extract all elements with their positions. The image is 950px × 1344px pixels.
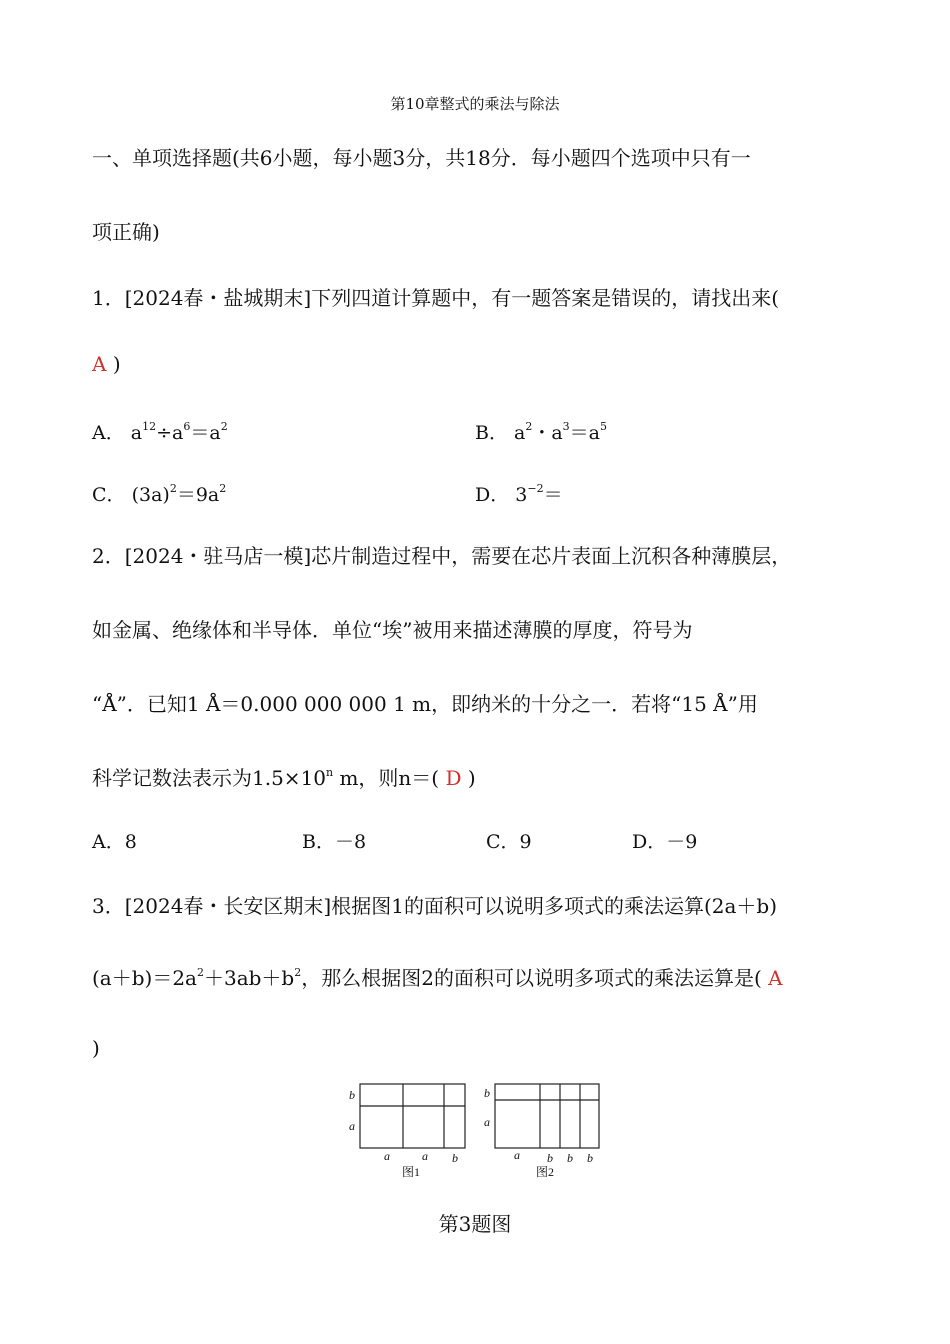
q2-option-a: A．8 xyxy=(92,831,137,853)
q1-stem: 1．[2024春・盐城期末]下列四道计算题中，有一题答案是错误的，请找出来( xyxy=(92,286,780,310)
exponent: 2 xyxy=(169,482,177,495)
figure-1-outline xyxy=(360,1084,465,1148)
figure-1-left-label: a xyxy=(349,1119,355,1133)
math-text: (3a) xyxy=(131,484,170,506)
figure-2-bottom-label: a xyxy=(514,1148,520,1162)
figure-2-left-label: b xyxy=(484,1086,490,1100)
option-label: D． xyxy=(475,484,510,506)
exponent: 2 xyxy=(219,482,227,495)
exponent: 5 xyxy=(600,420,607,433)
q2-close-paren: ) xyxy=(467,766,476,790)
q2-option-b: B．－8 xyxy=(302,831,367,853)
q2-line1: 2．[2024・驻马店一模]芯片制造过程中，需要在芯片表面上沉积各种薄膜层， xyxy=(92,544,792,568)
exponent: 2 xyxy=(196,966,204,979)
figure-1-bottom-label: a xyxy=(384,1149,390,1163)
section-heading-line1: 一、单项选择题(共6小题，每小题3分，共18分．每小题四个选项中只有一 xyxy=(92,146,751,170)
q3-figure xyxy=(340,1078,610,1188)
q1-answer: A xyxy=(92,352,107,376)
math-text: a xyxy=(514,422,526,444)
exponent: 3 xyxy=(562,420,570,433)
q2-option-c: C．9 xyxy=(486,831,532,853)
section-heading-line2: 项正确) xyxy=(92,220,160,244)
figure-2-bottom-label: b xyxy=(567,1151,573,1165)
math-text: 科学记数法表示为1.5×10 xyxy=(92,766,327,790)
exponent: 6 xyxy=(183,420,191,433)
exponent: 2 xyxy=(294,966,302,979)
figure-2-bottom-label: b xyxy=(587,1151,593,1165)
q3-line2 xyxy=(92,962,783,991)
q2-line2: 如金属、绝缘体和半导体．单位“埃”被用来描述薄膜的厚度，符号为 xyxy=(92,618,693,642)
math-text: ＝a xyxy=(190,422,221,444)
q1-option-a xyxy=(92,418,228,445)
math-text: ＋3ab＋b xyxy=(203,966,295,990)
exponent: 12 xyxy=(142,420,157,433)
option-label: C． xyxy=(92,484,126,506)
exponent: 2 xyxy=(525,420,533,433)
figure-2-caption: 图2 xyxy=(536,1165,555,1179)
math-text: ・a xyxy=(532,422,563,444)
q2-option-d: D．－9 xyxy=(632,831,698,853)
q3-answer: A xyxy=(768,966,783,990)
figure-1-caption: 图1 xyxy=(402,1165,421,1179)
math-text: a xyxy=(130,422,143,444)
math-text: m，则n＝( xyxy=(333,766,440,790)
math-text: 3 xyxy=(515,484,528,506)
math-text: ＝a xyxy=(569,422,600,444)
figure-1-left-label: b xyxy=(349,1088,355,1102)
math-text: ＝9a xyxy=(176,484,220,506)
figure-2-bottom-label: b xyxy=(547,1151,553,1165)
figure-1 xyxy=(360,1084,465,1148)
q1-option-c xyxy=(92,480,226,507)
q1-answer-line xyxy=(92,352,121,376)
q3-line1: 3．[2024春・长安区期末]根据图1的面积可以说明多项式的乘法运算(2a＋b) xyxy=(92,894,778,918)
page-title: 第10章整式的乘法与除法 xyxy=(390,95,560,113)
figure-2-left-label: a xyxy=(484,1115,490,1129)
math-text: ÷a xyxy=(156,422,184,444)
q3-figure-caption: 第3题图 xyxy=(438,1212,512,1236)
exponent: −2 xyxy=(527,482,544,495)
exponent: n xyxy=(326,766,334,779)
figure-2-outline xyxy=(495,1084,599,1148)
q2-line4 xyxy=(92,762,476,791)
figure-1-bottom-label: b xyxy=(452,1151,458,1165)
q3-line3: ) xyxy=(92,1036,100,1060)
q1-option-b xyxy=(475,418,607,445)
q1-option-d xyxy=(475,480,563,507)
option-label: B． xyxy=(475,422,508,444)
exponent: 2 xyxy=(220,420,228,433)
figure-1-bottom-label: a xyxy=(422,1149,428,1163)
figure-2 xyxy=(495,1084,599,1148)
q2-line3: “Å”．已知1 Å＝0.000 000 000 1 m，即纳米的十分之一．若将“15 Å”用 xyxy=(92,692,758,716)
option-label: A． xyxy=(92,422,125,444)
math-text: ＝ xyxy=(543,484,563,506)
math-text: (a＋b)＝2a xyxy=(92,966,197,990)
math-text: ，那么根据图2的面积可以说明多项式的乘法运算是( xyxy=(301,966,762,990)
q1-close-paren: ) xyxy=(112,352,121,376)
q2-answer: D xyxy=(445,766,462,790)
